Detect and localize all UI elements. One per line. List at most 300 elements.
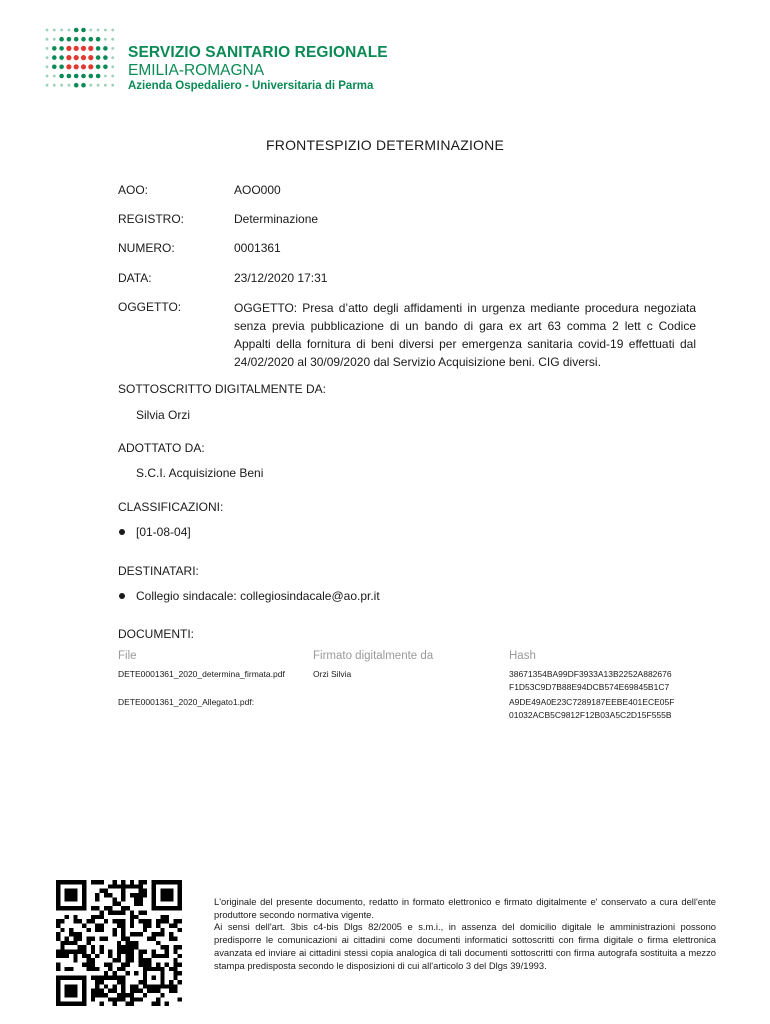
qr-module (143, 950, 147, 954)
qr-module (73, 932, 77, 936)
qr-module (56, 954, 60, 958)
qr-module (117, 980, 121, 984)
qr-module (126, 963, 130, 967)
qr-module (156, 1002, 160, 1006)
qr-module (121, 884, 125, 888)
qr-module (117, 954, 121, 958)
logo-dot (111, 56, 114, 59)
qr-module (69, 928, 73, 932)
qr-module (73, 919, 77, 923)
qr-module (112, 919, 116, 923)
qr-module (108, 893, 112, 897)
qr-module (152, 989, 156, 993)
qr-module (108, 906, 112, 910)
qr-module (121, 889, 125, 893)
qr-module (139, 950, 143, 954)
qr-module (104, 971, 108, 975)
qr-module (65, 950, 69, 954)
qr-module (152, 976, 156, 980)
qr-module (86, 941, 90, 945)
logo-dot (97, 84, 100, 87)
logo-dot (96, 46, 101, 51)
qr-module (99, 989, 103, 993)
document-row-hash-line1: A9DE49A0E23C7289187EEBE401ECE05F (509, 697, 675, 707)
classificazioni-label: CLASSIFICAZIONI: (118, 500, 224, 514)
qr-module (99, 889, 103, 893)
logo-dot (111, 47, 114, 50)
qr-module (117, 976, 121, 980)
qr-module (95, 915, 99, 919)
classificazione-item: [01-08-04] (136, 525, 191, 539)
qr-module (78, 950, 82, 954)
logo-dot (53, 38, 56, 41)
logo-dot (96, 37, 101, 42)
document-row-signer: Orzi Silvia (313, 669, 352, 679)
qr-module (126, 945, 130, 949)
qr-module (130, 910, 134, 914)
qr-module (99, 928, 103, 932)
qr-module (156, 919, 160, 923)
qr-module (99, 910, 103, 914)
qr-module (139, 932, 143, 936)
qr-module (169, 967, 173, 971)
qr-module (65, 984, 78, 997)
qr-module (130, 954, 134, 958)
numero-value: 0001361 (234, 241, 281, 255)
qr-module (130, 950, 134, 954)
qr-module (160, 945, 164, 949)
qr-module (78, 945, 82, 949)
qr-module (56, 950, 60, 954)
qr-module (139, 884, 143, 888)
qr-module (117, 919, 121, 923)
qr-module (139, 980, 143, 984)
bullet-icon (119, 529, 125, 535)
qr-module (121, 963, 125, 967)
qr-module (173, 989, 177, 993)
logo-dot (46, 38, 49, 41)
qr-module (65, 954, 69, 958)
qr-module (99, 945, 103, 949)
logo-dot (52, 55, 57, 60)
logo-dot (60, 84, 63, 87)
qr-module (108, 884, 112, 888)
qr-module (165, 1002, 169, 1006)
qr-module (78, 919, 82, 923)
qr-module (156, 932, 160, 936)
qr-module (173, 923, 177, 927)
qr-module (147, 963, 151, 967)
document-title: FRONTESPIZIO DETERMINAZIONE (266, 137, 504, 153)
qr-module (178, 945, 182, 949)
oggetto-label: OGGETTO: (118, 300, 182, 314)
qr-module (117, 967, 121, 971)
qr-module (104, 893, 108, 897)
qr-module (156, 963, 160, 967)
qr-module (78, 932, 82, 936)
qr-module (160, 915, 164, 919)
logo-dot (46, 47, 49, 50)
qr-module (121, 910, 125, 914)
qr-module (139, 963, 143, 967)
logo-dot (81, 46, 86, 51)
qr-module (121, 919, 125, 923)
qr-module (139, 893, 143, 897)
qr-module (117, 884, 121, 888)
qr-module (117, 993, 121, 997)
qr-module (134, 897, 138, 901)
qr-module (104, 936, 108, 940)
qr-module (99, 950, 103, 954)
logo-dot (66, 64, 71, 69)
qr-module (73, 941, 77, 945)
qr-module (73, 915, 77, 919)
qr-module (139, 889, 143, 893)
qr-module (121, 893, 125, 897)
qr-module (160, 954, 164, 958)
logo-dot (88, 55, 93, 60)
logo-dot (46, 75, 49, 78)
qr-module (121, 976, 125, 980)
footer-paragraph-2: Ai sensi dell'art. 3bis c4-bis Dlgs 82/2005 e s.m.i., in assenza del domicilio digitale le amministrazioni possono predisporre le comunicazioni ai cittadini come documenti informatici sottoscritti con firma digitale o firma elettronica avanzata ed inviare ai cittadini stessi copia analogica di tali documenti sottoscritti con firma autografa sostituita a mezzo stampa predisposta secondo le disposizioni di cui all'articolo 3 del Dlgs 39/1993. (214, 921, 716, 971)
logo-dot (60, 29, 63, 32)
qr-module (134, 997, 138, 1001)
qr-module (95, 897, 99, 901)
qr-module (95, 880, 99, 884)
destinatario-item: Collegio sindacale: collegiosindacale@ao.pr.it (136, 589, 380, 603)
qr-module (86, 954, 90, 958)
qr-module (173, 967, 177, 971)
qr-module (108, 997, 112, 1001)
column-header-hash: Hash (509, 650, 536, 662)
qr-module (95, 906, 99, 910)
qr-module (139, 919, 143, 923)
qr-module (112, 928, 116, 932)
qr-module (130, 984, 134, 988)
qr-module (126, 958, 130, 962)
qr-module (143, 889, 147, 893)
qr-module (178, 954, 182, 958)
qr-module (143, 928, 147, 932)
qr-module (134, 893, 138, 897)
qr-module (60, 919, 64, 923)
logo-dot (97, 29, 100, 32)
aoo-value: AOO000 (234, 183, 281, 197)
qr-module (165, 915, 169, 919)
qr-module (117, 958, 121, 962)
qr-module (91, 906, 95, 910)
documenti-label: DOCUMENTI: (118, 627, 194, 641)
logo-dot (88, 46, 93, 51)
logo-dot (53, 75, 56, 78)
qr-module (169, 923, 173, 927)
org-name-line2: EMILIA-ROMAGNA (128, 62, 265, 79)
logo-dot (59, 74, 64, 79)
qr-module (173, 971, 177, 975)
destinatari-label: DESTINATARI: (118, 564, 199, 578)
qr-module (130, 893, 134, 897)
qr-module (121, 950, 125, 954)
qr-module (95, 980, 99, 984)
logo-dot (46, 56, 49, 59)
qr-module (178, 997, 182, 1001)
qr-module (160, 919, 164, 923)
qr-module (73, 958, 77, 962)
qr-module (126, 950, 130, 954)
qr-module (95, 893, 99, 897)
registro-label: REGISTRO: (118, 212, 185, 226)
qr-module (121, 928, 125, 932)
qr-module (56, 919, 60, 923)
document-row-hash-line1: 38671354BA99DF3933A13B2252A882676 (509, 669, 672, 679)
logo-dot (96, 65, 101, 70)
qr-module (91, 950, 95, 954)
qr-module (73, 950, 77, 954)
logo-dot (81, 28, 86, 33)
qr-module (91, 945, 95, 949)
oggetto-value: OGGETTO: Presa d’atto degli affidamenti in urgenza mediante procedura negoziata senza previa pubblicazione di un bando di gara ex art 63 comma 2 lett c Codice Appalti della fornitura di beni diversi per emergenza sanitaria covid-19 effettuati dal 24/02/2020 al 30/09/2020 dal Servizio Acquisizione beni. CIG diversi. (234, 301, 696, 369)
qr-module (165, 984, 169, 988)
qr-module (86, 936, 90, 940)
qr-module (121, 997, 125, 1001)
logo-dot (81, 55, 86, 60)
qr-module (160, 889, 173, 902)
qr-module (91, 976, 95, 980)
qr-module (69, 967, 73, 971)
qr-module (86, 958, 90, 962)
qr-module (112, 910, 116, 914)
qr-module (173, 936, 177, 940)
qr-module (73, 936, 77, 940)
logo-dot (103, 46, 108, 51)
qr-module (82, 963, 86, 967)
qr-module (99, 976, 103, 980)
qr-module (91, 958, 95, 962)
qr-module (134, 984, 138, 988)
qr-module (165, 945, 169, 949)
qr-module (121, 989, 125, 993)
logo-dot (74, 55, 79, 60)
qr-module (99, 915, 103, 919)
qr-module (112, 902, 116, 906)
qr-module (99, 980, 103, 984)
qr-module (60, 945, 64, 949)
qr-module (152, 1002, 156, 1006)
logo-dot (104, 38, 107, 41)
qr-module (65, 936, 69, 940)
qr-module (91, 997, 95, 1001)
logo-dot (111, 65, 114, 68)
qr-module (60, 941, 64, 945)
qr-module (173, 958, 177, 962)
logo-dot (104, 75, 107, 78)
qr-module (147, 936, 151, 940)
qr-module (126, 906, 130, 910)
logo-dots-icon (44, 26, 116, 92)
logo-dot (111, 38, 114, 41)
qr-module (121, 936, 125, 940)
qr-module (173, 963, 177, 967)
document-row-hash-line2: F1D53C9D7B88E94DCB574E69845B1C7 (509, 682, 670, 692)
qr-module (108, 989, 112, 993)
qr-module (134, 932, 138, 936)
qr-module (91, 963, 95, 967)
logo-dot (96, 55, 101, 60)
qr-module (130, 993, 134, 997)
logo-dot (89, 37, 94, 42)
qr-module (121, 945, 125, 949)
qr-module (134, 941, 138, 945)
qr-module (130, 923, 134, 927)
logo-dot (68, 29, 71, 32)
data-value: 23/12/2020 17:31 (234, 271, 328, 285)
qr-module (143, 893, 147, 897)
qr-module (169, 936, 173, 940)
qr-module (139, 897, 143, 901)
qr-module (173, 945, 177, 949)
logo-dot (74, 83, 79, 88)
logo-dot (59, 46, 64, 51)
qr-module (91, 967, 95, 971)
qr-module (178, 971, 182, 975)
qr-module (178, 919, 182, 923)
qr-module (104, 963, 108, 967)
logo-dot (104, 84, 107, 87)
qr-module (169, 932, 173, 936)
qr-module (121, 967, 125, 971)
logo-dot (89, 74, 94, 79)
qr-module (143, 910, 147, 914)
qr-module (117, 945, 121, 949)
qr-module (152, 936, 156, 940)
qr-module (117, 950, 121, 954)
logo-dot (111, 75, 114, 78)
qr-module (143, 963, 147, 967)
qr-module (112, 932, 116, 936)
qr-module (95, 976, 99, 980)
qr-module (134, 989, 138, 993)
qr-module (147, 958, 151, 962)
qr-module (130, 915, 134, 919)
qr-module (86, 963, 90, 967)
logo-dot (66, 46, 71, 51)
qr-module (156, 923, 160, 927)
qr-module (160, 928, 164, 932)
qr-module (156, 997, 160, 1001)
document-row-hash-line2: 01032ACB5C9812F12B03A5C2D15F555B (509, 710, 672, 720)
qr-module (86, 919, 90, 923)
qr-module (130, 958, 134, 962)
qr-module (126, 1002, 130, 1006)
qr-module (56, 936, 60, 940)
qr-module (117, 910, 121, 914)
qr-module (134, 971, 138, 975)
qr-module (91, 919, 95, 923)
qr-module (104, 984, 108, 988)
sottoscritto-label: SOTTOSCRITTO DIGITALMENTE DA: (118, 382, 327, 396)
qr-module (160, 932, 164, 936)
logo-dot (53, 29, 56, 32)
document-row-file: DETE0001361_2020_determina_firmata.pdf (118, 669, 285, 679)
qr-module (178, 963, 182, 967)
qr-module (104, 976, 108, 980)
qr-module (112, 1002, 116, 1006)
qr-module (112, 984, 116, 988)
logo-dot (74, 28, 79, 33)
registro-value: Determinazione (234, 212, 319, 226)
qr-module (169, 989, 173, 993)
logo-dot (59, 55, 64, 60)
qr-module (69, 932, 73, 936)
logo-dot (74, 46, 79, 51)
qr-module (65, 915, 69, 919)
qr-module (169, 980, 173, 984)
logo-dot (67, 37, 72, 42)
qr-code-icon (56, 880, 182, 1006)
qr-module (56, 932, 60, 936)
qr-module (121, 984, 125, 988)
qr-module (117, 997, 121, 1001)
qr-module (82, 945, 86, 949)
qr-module (95, 954, 99, 958)
qr-module (126, 884, 130, 888)
qr-module (121, 932, 125, 936)
logo-dot (59, 37, 64, 42)
qr-module (117, 941, 121, 945)
qr-module (139, 910, 143, 914)
qr-module (73, 954, 77, 958)
qr-module (108, 950, 112, 954)
qr-module (165, 963, 169, 967)
footer-paragraph-1: L'originale del presente documento, redatto in formato elettronico e firmato digitalmente e' conservato a cura dell'ente produttore secondo normativa vigente. (214, 896, 716, 920)
column-header-file: File (118, 650, 137, 662)
qr-module (60, 954, 64, 958)
qr-module (139, 958, 143, 962)
org-name-line1: SERVIZIO SANITARIO REGIONALE (128, 44, 388, 61)
logo-dot (74, 64, 79, 69)
logo-dot (68, 84, 71, 87)
qr-module (112, 971, 116, 975)
logo-dot (66, 55, 71, 60)
qr-module (143, 993, 147, 997)
qr-module (121, 923, 125, 927)
qr-module (108, 976, 112, 980)
adottato-label: ADOTTATO DA: (118, 441, 205, 455)
sottoscritto-value: Silvia Orzi (136, 408, 191, 422)
qr-module (121, 993, 125, 997)
qr-module (112, 897, 116, 901)
logo-dot (46, 84, 49, 87)
qr-module (126, 936, 130, 940)
qr-module (82, 950, 86, 954)
qr-module (121, 906, 125, 910)
qr-module (112, 958, 116, 962)
qr-module (104, 889, 108, 893)
qr-module (130, 945, 134, 949)
qr-module (130, 941, 134, 945)
qr-module (95, 989, 99, 993)
qr-module (121, 880, 125, 884)
qr-module (139, 902, 143, 906)
qr-module (56, 963, 60, 967)
logo-dot (74, 74, 79, 79)
qr-module (173, 976, 177, 980)
qr-module (95, 928, 99, 932)
logo-dot (46, 65, 49, 68)
qr-module (69, 950, 73, 954)
qr-module (65, 889, 78, 902)
qr-module (112, 976, 116, 980)
